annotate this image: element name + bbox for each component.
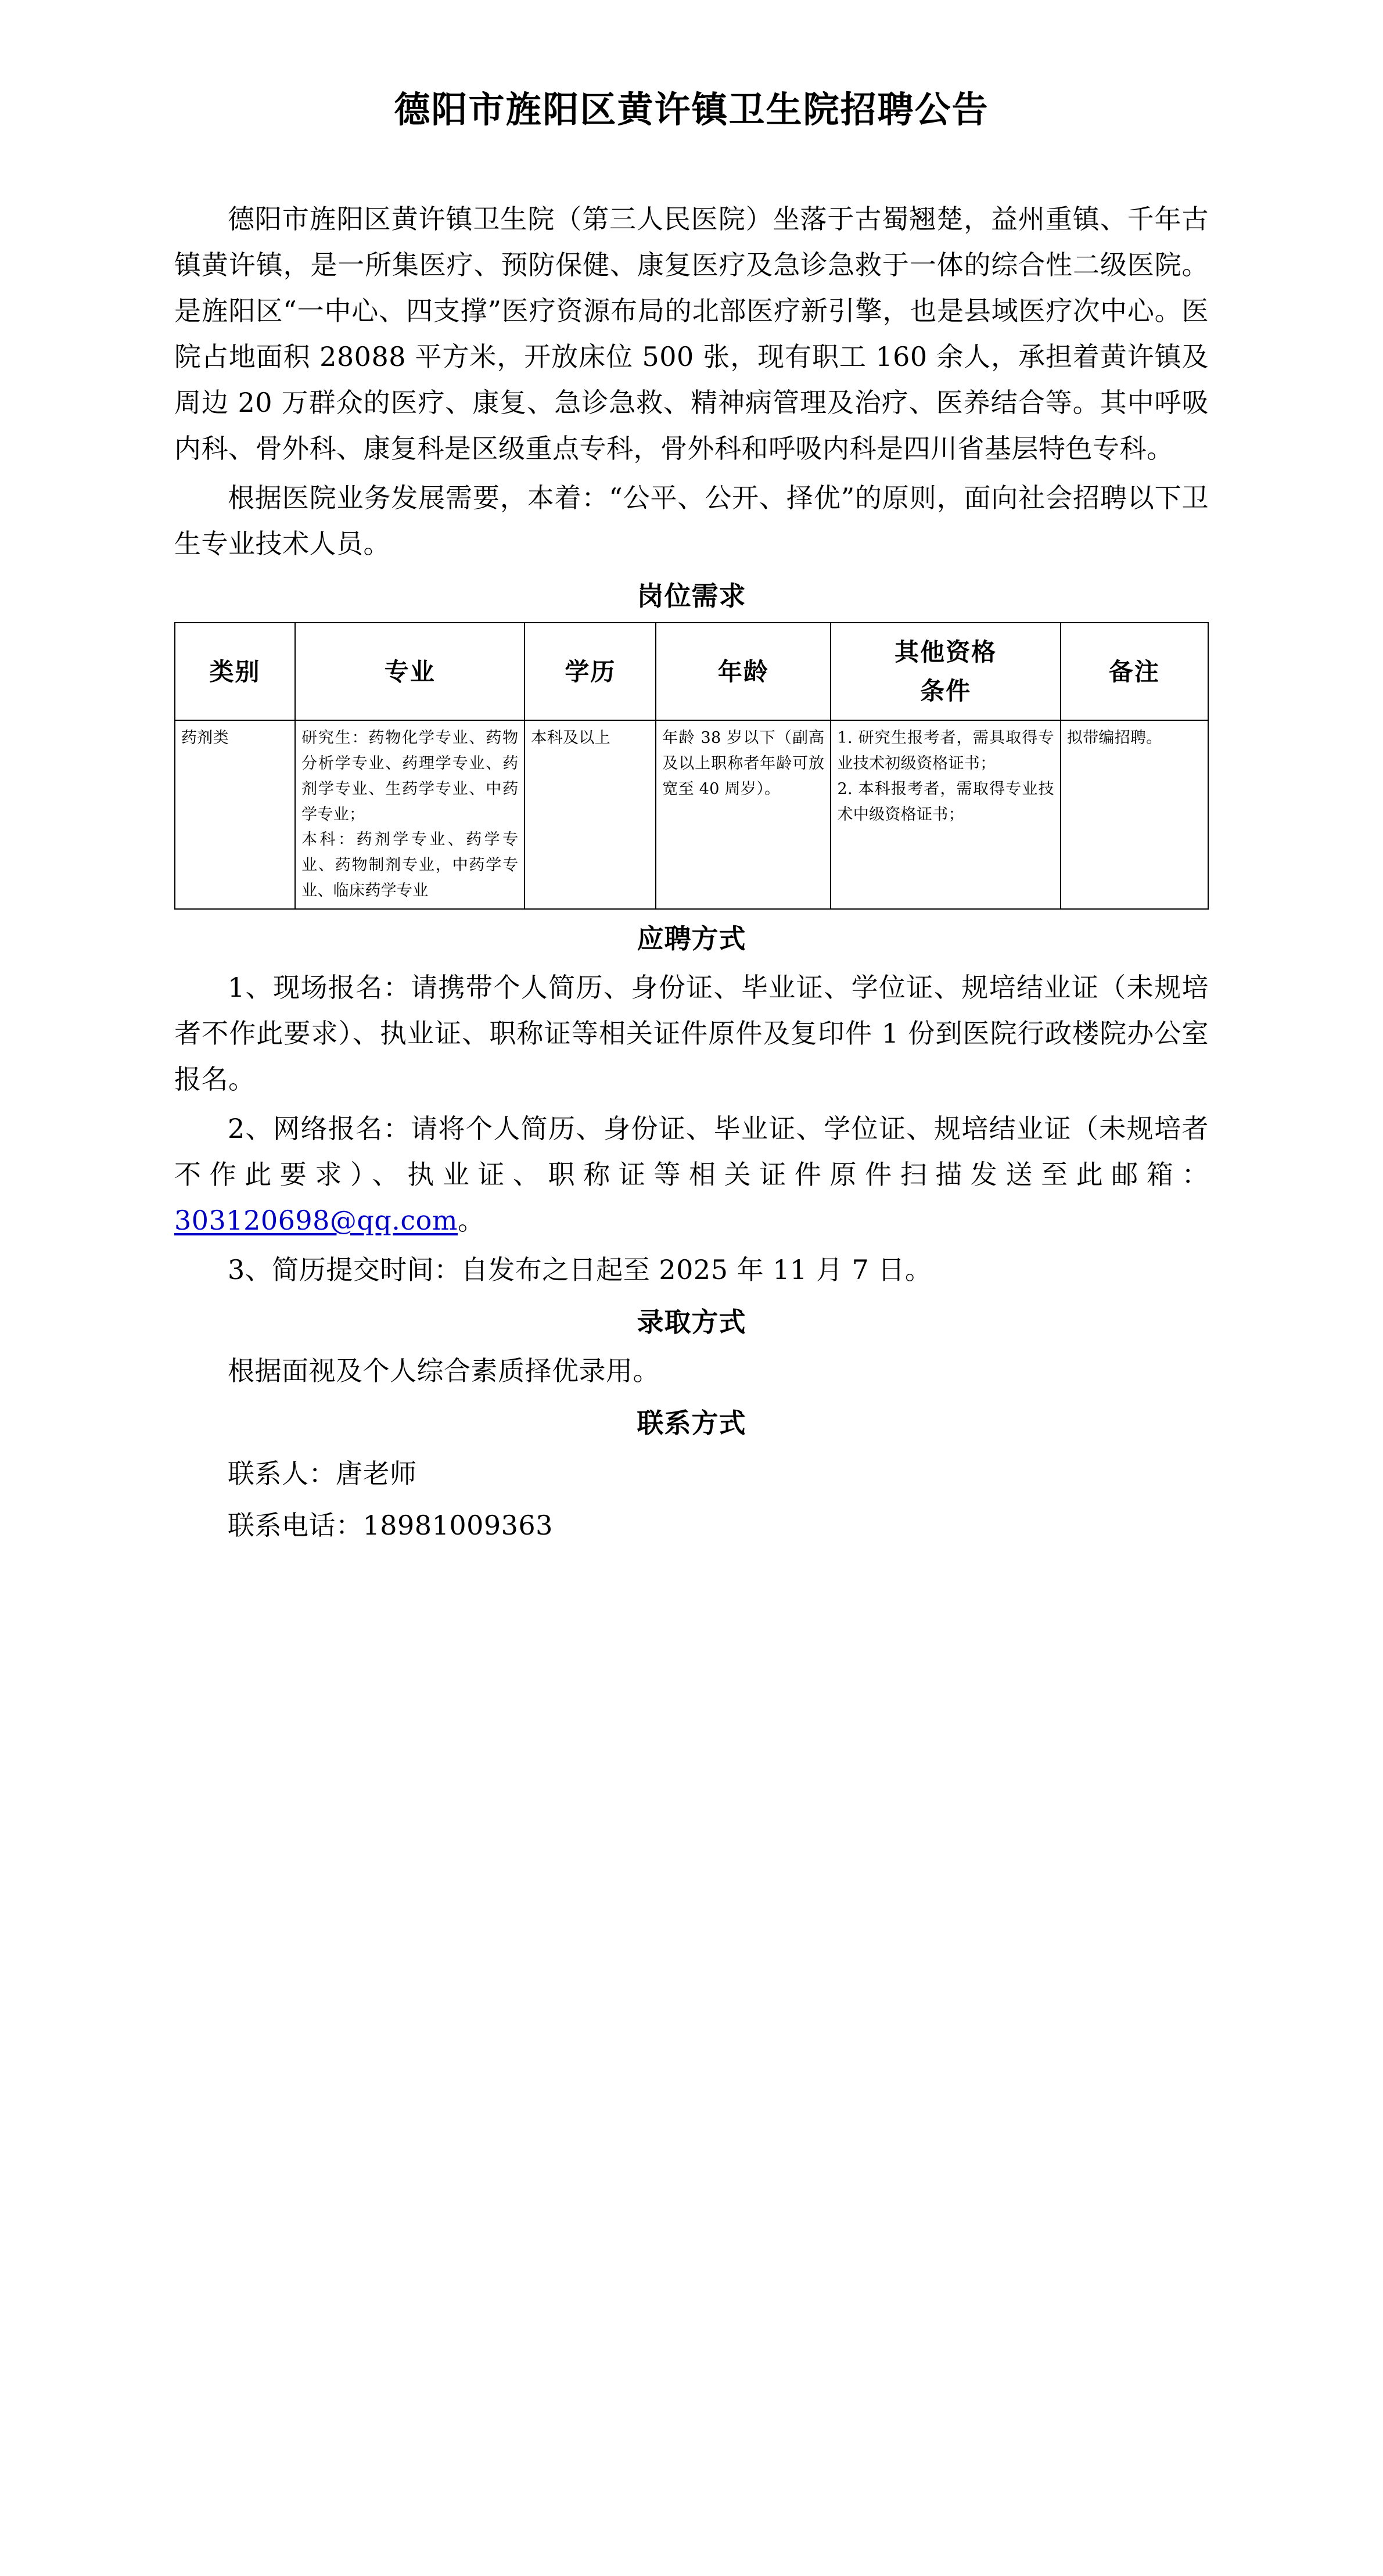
intro-paragraph-2: 根据医院业务发展需要，本着：“公平、公开、择优”的原则，面向社会招聘以下卫生专业技术人员。 bbox=[174, 482, 1209, 560]
header-line: 条件 bbox=[920, 677, 972, 706]
apply-method-heading: 应聘方式 bbox=[637, 922, 746, 954]
cell-age: 年龄 38 岁以下（副高及以上职称者年龄可放宽至 40 周岁）。 bbox=[656, 720, 831, 908]
intro-paragraph-1: 德阳市旌阳区黄许镇卫生院（第三人民医院）坐落于古蜀翘楚，益州重镇、千年古镇黄许镇，是一所集医疗、预防保健、康复医疗及急诊急救于一体的综合性二级医院。是旌阳区“一中心、四支撑”医疗资源布局的北部医疗新引擎，也是县域医疗次中心。医院占地面积 28088 平方米，开放床位 500 张，现有职工 160 余人，承担着黄许镇及周边 20 万群众的医疗、康复、急诊急救、精神病管理及治疗、医养结合等。其中呼吸内科、骨外科、康复科是区级重点专科，骨外科和呼吸内科是四川省基层特色专科。 bbox=[174, 203, 1209, 465]
table-header-major bbox=[295, 623, 525, 720]
page-title: 德阳市旌阳区黄许镇卫生院招聘公告 bbox=[394, 88, 989, 131]
major-line: 研究生：药物化学专业、药物分析学专业、药理学专业、药剂学专业、生药学专业、中药学专业； bbox=[301, 729, 519, 824]
cell-other-qualifications bbox=[831, 720, 1060, 908]
contact-phone: 联系电话：18981009363 bbox=[228, 1510, 553, 1542]
email-trailing-punctuation: 。 bbox=[458, 1205, 485, 1237]
table-row bbox=[175, 720, 1208, 908]
admission-method-heading: 录取方式 bbox=[637, 1306, 746, 1338]
job-table-heading: 岗位需求 bbox=[637, 580, 746, 612]
email-link[interactable]: 303120698@qq.com bbox=[174, 1205, 458, 1237]
table-header-remark bbox=[1061, 623, 1208, 720]
apply-online-text: 2、网络报名：请将个人简历、身份证、毕业证、学位证、规培结业证（未规培者不作此要求）、执业证、职称证等相关证件原件扫描发送至此邮箱： bbox=[174, 1112, 1209, 1190]
cell-remark: 拟带编招聘。 bbox=[1061, 720, 1208, 908]
header-line: 备注 bbox=[1108, 657, 1160, 686]
cell-degree: 本科及以上 bbox=[525, 720, 656, 908]
admission-method-text: 根据面视及个人综合素质择优录用。 bbox=[228, 1355, 660, 1387]
other-line: 1. 研究生报考者，需具取得专业技术初级资格证书； bbox=[837, 729, 1054, 773]
contact-heading: 联系方式 bbox=[637, 1407, 746, 1439]
other-line: 2. 本科报考者，需取得专业技术中级资格证书； bbox=[837, 779, 1054, 824]
table-header-row bbox=[175, 623, 1208, 720]
contact-person: 联系人：唐老师 bbox=[228, 1458, 417, 1490]
header-line: 类别 bbox=[209, 657, 261, 686]
table-header-age bbox=[656, 623, 831, 720]
header-line: 专业 bbox=[384, 657, 436, 686]
job-requirements-table bbox=[174, 622, 1209, 909]
cell-major bbox=[295, 720, 525, 908]
header-line: 年龄 bbox=[717, 657, 769, 686]
header-line: 学历 bbox=[565, 657, 616, 686]
apply-item-deadline: 3、简历提交时间：自发布之日起至 2025 年 11 月 7 日。 bbox=[228, 1254, 932, 1286]
table-header-other-qualifications bbox=[831, 623, 1060, 720]
header-line: 其他资格 bbox=[895, 638, 997, 667]
major-line: 本科：药剂学专业、药学专业、药物制剂专业，中药学专业、临床药学专业 bbox=[301, 831, 519, 900]
apply-item-online bbox=[174, 1106, 1209, 1244]
table-header-category bbox=[175, 623, 295, 720]
apply-item-onsite: 1、现场报名：请携带个人简历、身份证、毕业证、学位证、规培结业证（未规培者不作此要求）、执业证、职称证等相关证件原件及复印件 1 份到医院行政楼院办公室报名。 bbox=[174, 971, 1209, 1095]
cell-category: 药剂类 bbox=[175, 720, 295, 908]
table-header-degree bbox=[525, 623, 656, 720]
